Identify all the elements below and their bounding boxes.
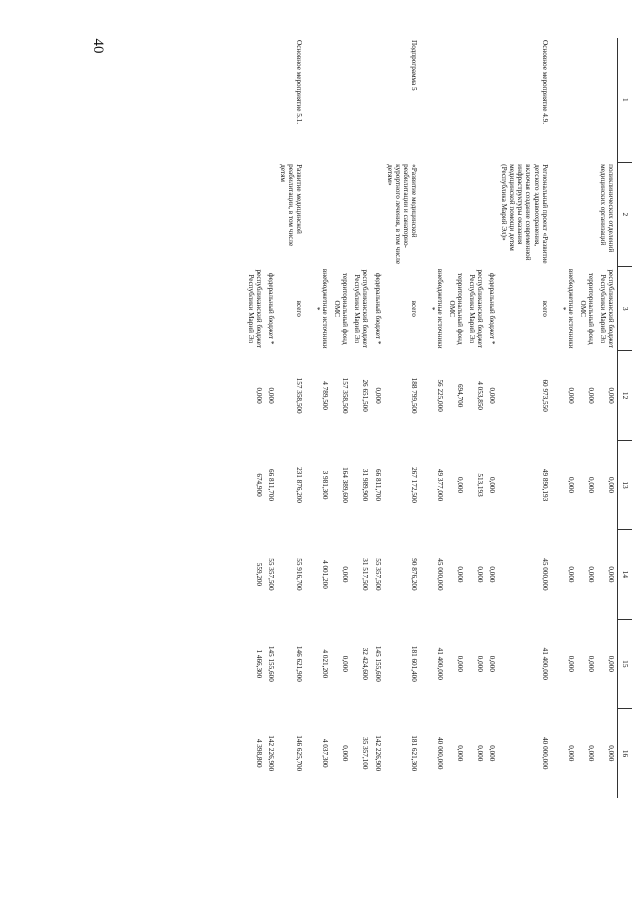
value-cell: 513,193 [476, 473, 485, 497]
value-cell: 0,000 [456, 566, 465, 583]
value-cell: 0,000 [566, 476, 575, 494]
value-cell: 0,000 [566, 655, 575, 672]
table-row [245, 38, 265, 798]
table-row [384, 38, 426, 798]
value-cell: 49 377,000 [435, 468, 444, 502]
value-cell: 0,000 [476, 566, 485, 583]
funding-source: республиканский бюджет Республики Марий Эл [246, 269, 263, 348]
header-col-15: 15 [618, 619, 633, 708]
value-cell: 0,000 [607, 566, 615, 583]
table-row [331, 38, 351, 798]
table-row [351, 38, 371, 798]
value-cell: 60 973,550 [540, 379, 549, 412]
row-description [351, 162, 371, 266]
funding-source: республиканский бюджет Республики Марий Эл [353, 269, 370, 348]
value-cell: 55 357,500 [373, 558, 382, 591]
value-cell: 181 601,400 [409, 645, 418, 682]
value-cell: 164 389,600 [341, 467, 350, 503]
row-description [331, 162, 351, 266]
row-description [577, 162, 597, 266]
value-cell: 0,000 [488, 476, 497, 494]
row-title [311, 38, 331, 162]
value-cell: 559,200 [254, 562, 263, 587]
row-description [265, 162, 277, 266]
value-cell: 55 916,700 [295, 558, 304, 591]
header-col-2: 2 [618, 162, 633, 266]
row-title [466, 38, 486, 162]
header-col-1: 1 [618, 38, 633, 162]
funding-source: республиканский бюджет Республики Марий Эл [468, 269, 485, 348]
value-cell: 32 424,600 [361, 647, 370, 681]
value-cell: 0,000 [456, 745, 465, 762]
table-row [311, 38, 331, 798]
value-cell: 31 517,500 [361, 558, 370, 591]
row-description: «Развитие медицинской реабилитации и санаторно-курортного лечения, в том числе детям» [385, 164, 418, 265]
value-cell: 231 876,200 [295, 467, 304, 503]
value-cell: 26 651,500 [361, 379, 370, 412]
table-row [486, 38, 498, 798]
value-cell: 40 000,000 [540, 737, 549, 770]
table-row [557, 38, 577, 798]
row-description: Региональный проект «Развитие детского здравоохранения, включая создание современной инфраструктуры оказания медицинской помощи детям (Республика Марий Эл)» [500, 164, 549, 264]
funding-source: внебюджетные источники * [558, 268, 575, 349]
row-description [426, 162, 446, 266]
funding-source: всего [540, 300, 549, 317]
table-row [597, 38, 618, 798]
value-cell: 0,000 [488, 745, 497, 762]
value-cell: 41 400,000 [435, 647, 444, 681]
funding-source: федеральный бюджет * [373, 272, 382, 345]
row-title [245, 38, 265, 162]
row-description [486, 162, 498, 266]
value-cell: 4 001,200 [321, 560, 330, 589]
value-cell: 181 621,300 [409, 735, 418, 772]
table-row [265, 38, 277, 798]
value-cell: 40 000,000 [435, 737, 444, 770]
value-cell: 674,900 [254, 473, 263, 497]
value-cell: 157 358,500 [295, 377, 304, 414]
value-cell: 0,000 [341, 566, 350, 583]
row-description [311, 162, 331, 266]
table-row [446, 38, 466, 798]
value-cell: 0,000 [586, 566, 595, 583]
value-cell: 4 789,500 [321, 381, 330, 410]
row-title [446, 38, 466, 162]
row-description [557, 162, 577, 266]
header-col-16: 16 [618, 709, 633, 798]
row-description [466, 162, 486, 266]
table-row [277, 38, 311, 798]
row-description [446, 162, 466, 266]
budget-table [245, 38, 632, 798]
value-cell: 146 621,900 [295, 645, 304, 682]
table-row [372, 38, 384, 798]
value-cell: 3 981,300 [321, 470, 330, 500]
value-cell: 0,000 [456, 655, 465, 672]
value-cell: 0,000 [566, 387, 575, 404]
value-cell: 45 000,000 [540, 558, 549, 591]
value-cell: 49 890,193 [540, 468, 549, 502]
value-cell: 0,000 [586, 655, 595, 672]
value-cell: 0,000 [341, 745, 350, 762]
value-cell: 0,000 [566, 745, 575, 762]
value-cell: 145 155,600 [373, 645, 382, 682]
value-cell: 694,700 [456, 383, 465, 408]
row-title [486, 38, 498, 162]
value-cell: 55 357,500 [266, 558, 275, 591]
value-cell: 90 876,200 [409, 558, 418, 591]
value-cell: 142 226,900 [266, 735, 275, 772]
value-cell: 0,000 [254, 387, 263, 404]
row-title [426, 38, 446, 162]
value-cell: 66 811,700 [373, 468, 382, 502]
row-title [265, 38, 277, 162]
header-col-3: 3 [618, 266, 633, 350]
value-cell: 0,000 [476, 745, 485, 762]
value-cell: 145 155,600 [266, 645, 275, 682]
value-cell: 0,000 [488, 387, 497, 404]
row-title: Основное мероприятие 5.1. [295, 40, 304, 125]
value-cell: 0,000 [373, 387, 382, 404]
value-cell: 66 811,700 [266, 468, 275, 502]
funding-source: внебюджетные источники * [427, 268, 444, 349]
value-cell: 4 053,850 [476, 381, 485, 410]
value-cell: 0,000 [456, 476, 465, 494]
row-title [597, 38, 618, 162]
value-cell: 31 989,900 [361, 468, 370, 502]
value-cell: 142 226,900 [373, 735, 382, 772]
row-title: Подпрограмма 5 [409, 40, 418, 91]
value-cell: 4 021,200 [321, 649, 330, 679]
value-cell: 267 172,500 [409, 467, 418, 503]
table-row [426, 38, 446, 798]
header-row [618, 38, 633, 798]
value-cell: 0,000 [586, 387, 595, 404]
value-cell: 157 358,500 [341, 377, 350, 414]
value-cell: 188 799,500 [409, 377, 418, 414]
row-title [372, 38, 384, 162]
value-cell: 0,000 [488, 566, 497, 583]
value-cell: 1 466,300 [254, 649, 263, 679]
row-title: Основное мероприятие 4.9. [540, 40, 549, 125]
funding-source: внебюджетные источники * [313, 268, 330, 349]
row-title [351, 38, 371, 162]
funding-source: федеральный бюджет * [488, 272, 497, 345]
row-title [577, 38, 597, 162]
row-title [557, 38, 577, 162]
value-cell: 146 625,700 [295, 735, 304, 772]
row-description: Развитие медицинской реабилитации, в том числе детям [279, 164, 304, 247]
value-cell: 56 225,000 [435, 379, 444, 412]
table-row [498, 38, 556, 798]
value-cell: 0,000 [607, 387, 615, 404]
value-cell: 0,000 [566, 566, 575, 583]
value-cell: 0,000 [607, 476, 615, 494]
funding-source: территориальный фонд ОМС [578, 272, 595, 345]
table-row [577, 38, 597, 798]
value-cell: 4 398,800 [254, 738, 263, 768]
table-row [466, 38, 486, 798]
row-description [372, 162, 384, 266]
row-description [245, 162, 265, 266]
funding-source: всего [295, 300, 304, 317]
row-description: поликлинических отделений медицинских организаций [598, 164, 615, 253]
funding-source: территориальный фонд ОМС [448, 272, 465, 345]
value-cell: 0,000 [266, 387, 275, 404]
value-cell: 0,000 [586, 476, 595, 494]
funding-source: всего [409, 300, 418, 317]
value-cell: 0,000 [476, 655, 485, 672]
funding-source: федеральный бюджет * [266, 272, 275, 345]
value-cell: 0,000 [488, 655, 497, 672]
header-col-13: 13 [618, 440, 633, 529]
value-cell: 41 400,000 [540, 647, 549, 681]
value-cell: 35 357,100 [361, 737, 370, 770]
value-cell: 45 000,000 [435, 558, 444, 591]
value-cell: 0,000 [586, 745, 595, 762]
header-col-12: 12 [618, 351, 633, 440]
page-number: 40 [90, 38, 106, 54]
row-title [331, 38, 351, 162]
value-cell: 0,000 [607, 745, 615, 762]
header-col-14: 14 [618, 530, 633, 619]
funding-source: республиканский бюджет Республики Марий Эл [598, 269, 615, 348]
value-cell: 0,000 [607, 655, 615, 672]
value-cell: 4 037,300 [321, 738, 330, 768]
funding-source: территориальный фонд ОМС [333, 272, 350, 345]
value-cell: 0,000 [341, 655, 350, 672]
